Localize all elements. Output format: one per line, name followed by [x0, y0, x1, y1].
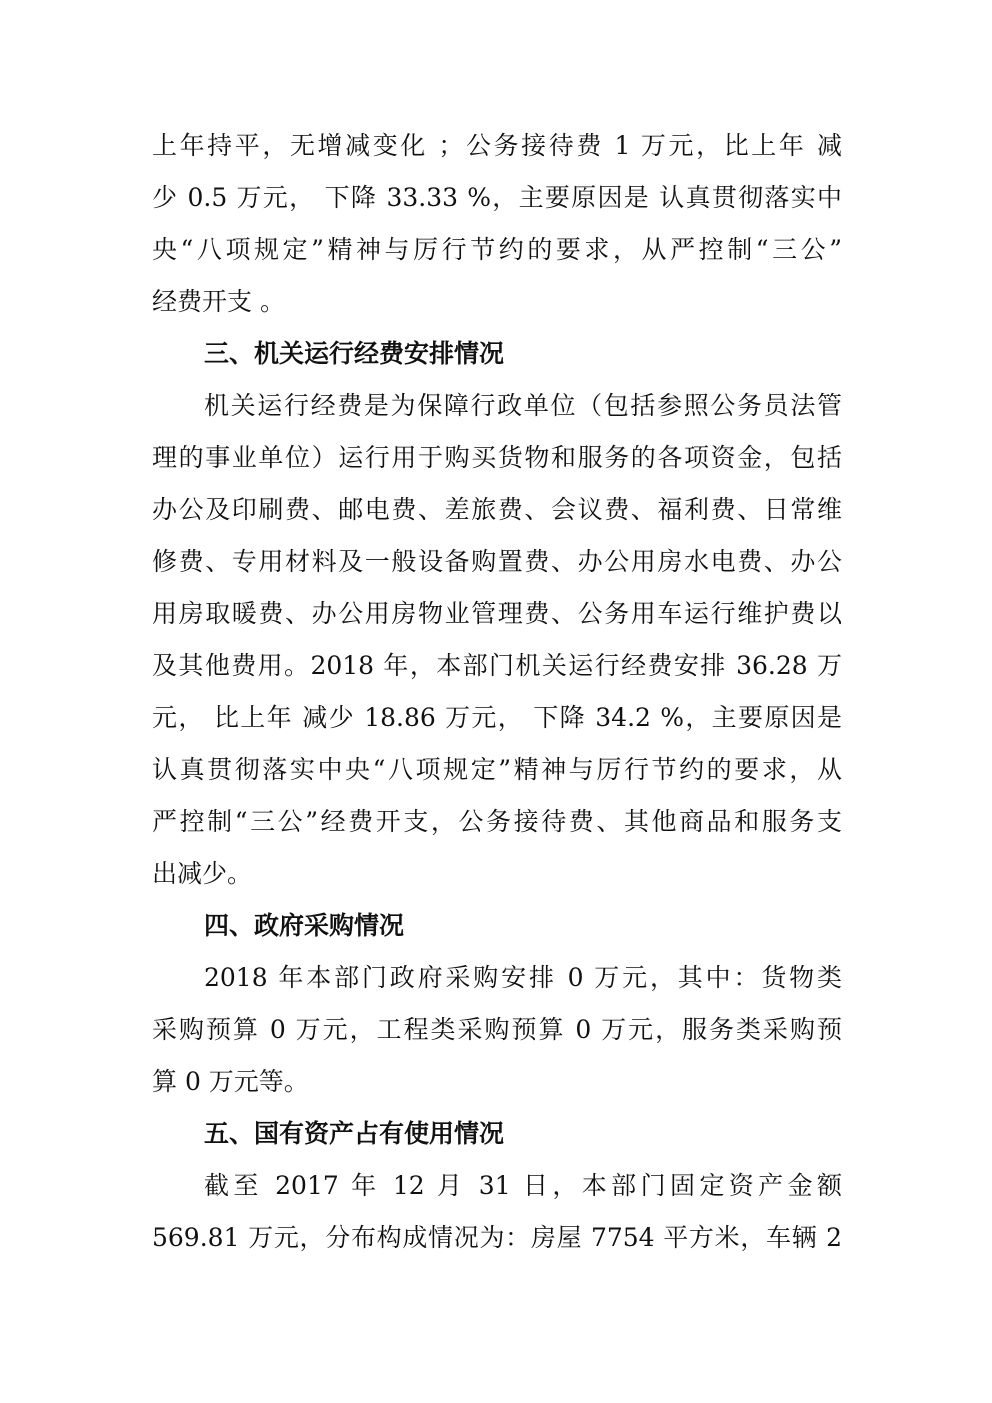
paragraph-line: 用房取暖费、办公用房物业管理费、公务用车运行维护费以: [152, 599, 842, 628]
paragraph-line: 严控制“三公”经费开支，公务接待费、其他商品和服务支: [152, 807, 842, 836]
paragraph-line: 机关运行经费是为保障行政单位（包括参照公务员法管: [204, 391, 842, 420]
paragraph-line: 采购预算 0 万元，工程类采购预算 0 万元，服务类采购预: [152, 1015, 842, 1044]
paragraph-line: 及其他费用。2018 年，本部门机关运行经费安排 36.28 万: [152, 651, 842, 680]
paragraph-line: 认真贯彻落实中央“八项规定”精神与厉行节约的要求，从: [152, 755, 842, 784]
paragraph-line: 修费、专用材料及一般设备购置费、办公用房水电费、办公: [152, 547, 842, 576]
paragraph-line: 元， 比上年 减少 18.86 万元， 下降 34.2 %，主要原因是: [152, 703, 842, 732]
paragraph-line: 算 0 万元等。: [152, 1067, 309, 1096]
section-heading: 五、国有资产占有使用情况: [204, 1119, 505, 1148]
section-heading: 三、机关运行经费安排情况: [204, 339, 505, 368]
paragraph-line: 理的事业单位）运行用于购买货物和服务的各项资金，包括: [152, 443, 842, 472]
paragraph-line: 上年持平，无增减变化 ；公务接待费 1 万元，比上年 减: [152, 131, 842, 160]
paragraph-line: 经费开支 。: [152, 287, 285, 316]
section-heading: 四、政府采购情况: [204, 911, 405, 940]
paragraph-line: 截至 2017 年 12 月 31 日，本部门固定资产金额: [204, 1171, 842, 1200]
paragraph-line: 出减少。: [152, 859, 253, 888]
paragraph-line: 569.81 万元，分布构成情况为：房屋 7754 平方米，车辆 2: [152, 1223, 842, 1252]
paragraph-line: 少 0.5 万元， 下降 33.33 %，主要原因是 认真贯彻落实中: [152, 183, 842, 212]
paragraph-line: 办公及印刷费、邮电费、差旅费、会议费、福利费、日常维: [152, 495, 842, 524]
paragraph-line: 2018 年本部门政府采购安排 0 万元，其中：货物类: [204, 963, 842, 992]
paragraph-line: 央“八项规定”精神与厉行节约的要求，从严控制“三公”: [152, 235, 842, 264]
